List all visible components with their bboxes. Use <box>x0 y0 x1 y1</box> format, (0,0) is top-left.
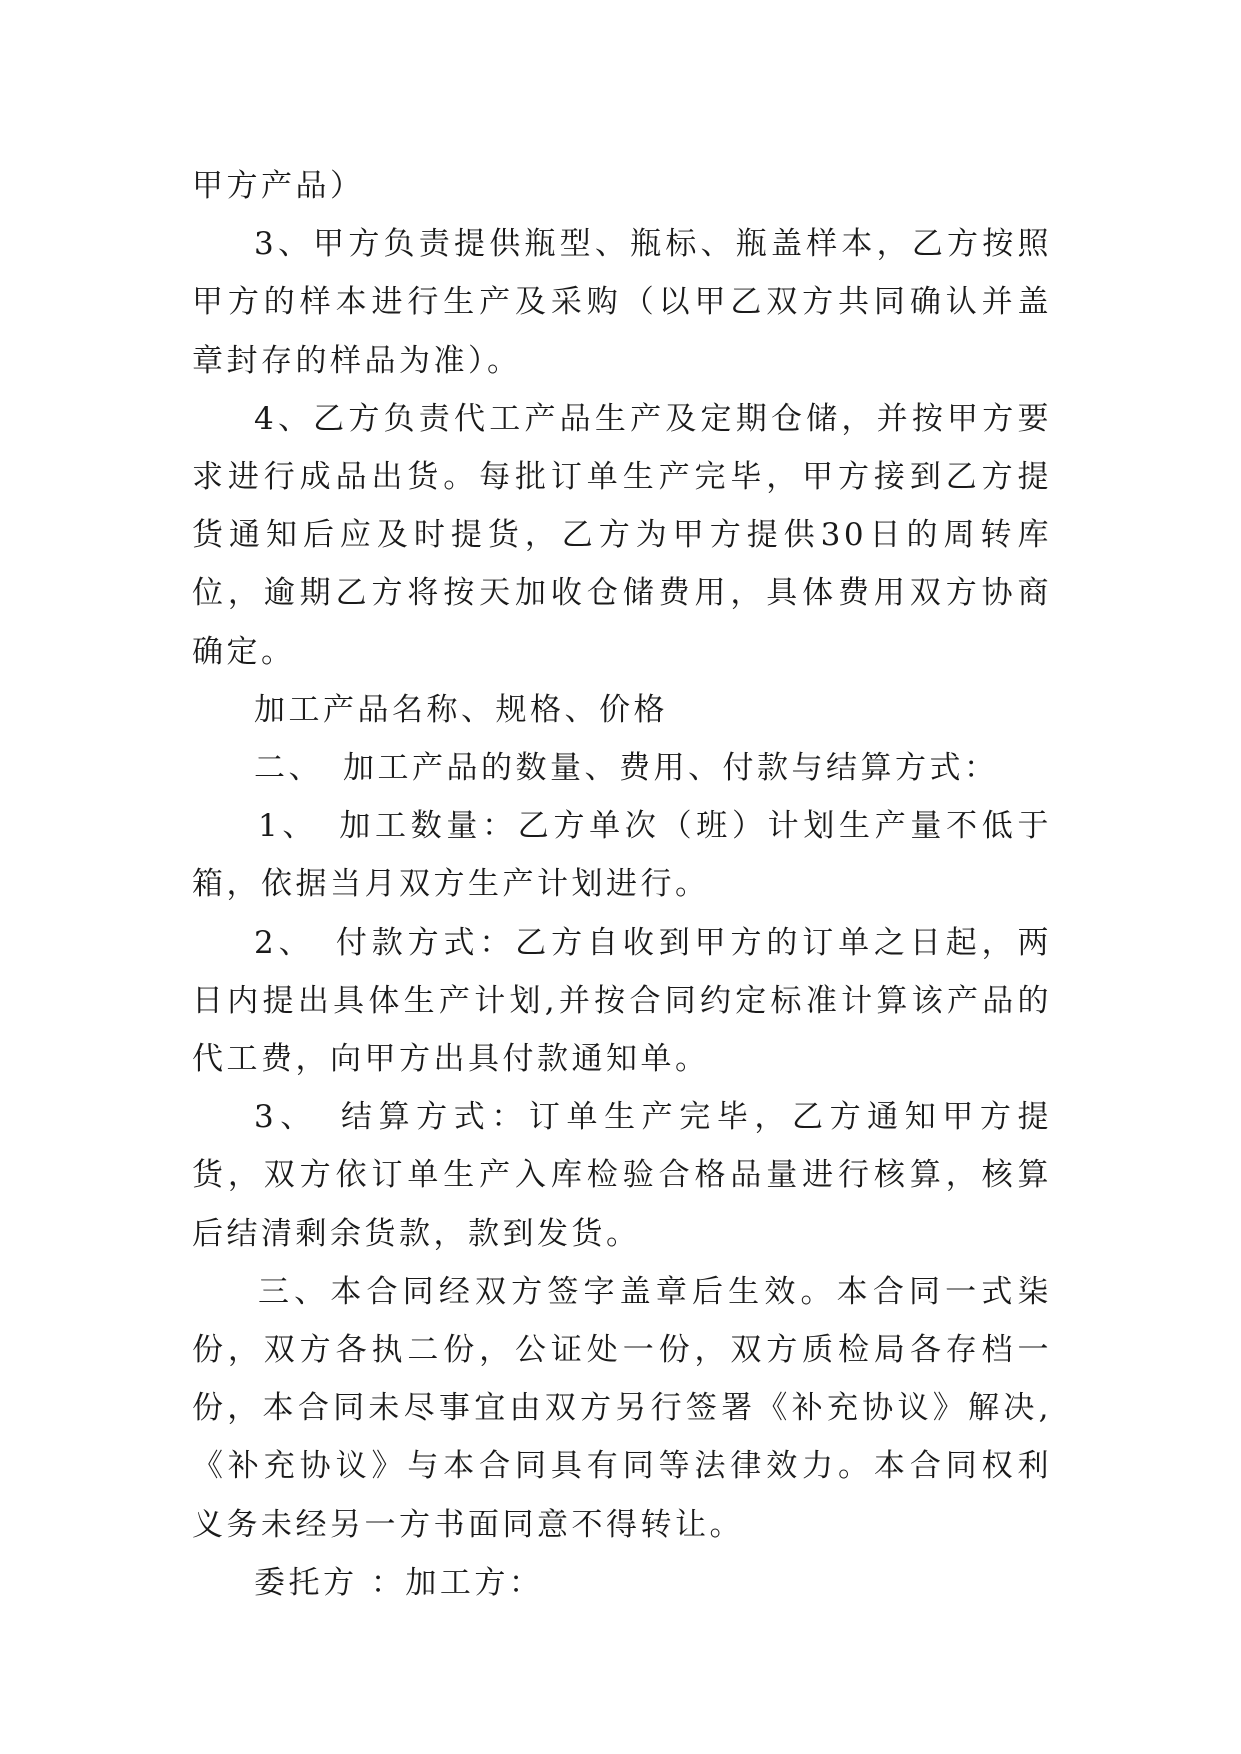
paragraph-text: 甲方产品） <box>192 168 365 204</box>
paragraph-clause-3-samples <box>192 215 1052 390</box>
contract-body <box>192 157 1052 1612</box>
paragraph-text: 加工产品的数量、费用、付款与结算方式： <box>343 750 999 787</box>
paragraph-text: 加工产品名称、规格、价格 <box>254 691 668 728</box>
paragraph-text: 3、甲方负责提供瓶型、瓶标、瓶盖样本，乙方按照甲方的样本进行生产及采购（以甲乙双方共同确认并盖章封存的样品为准）。 <box>192 226 1052 379</box>
paragraph-section-2-heading <box>192 739 1052 797</box>
paragraph-clause-4-storage <box>192 390 1052 681</box>
section-number: 二、 <box>254 750 323 787</box>
paragraph-product-continuation <box>192 157 1052 215</box>
paragraph-section-3-effect <box>192 1263 1052 1554</box>
paragraph-text: 委托方 ：加工方： <box>254 1564 544 1601</box>
paragraph-text: 结算方式：订单生产完毕，乙方通知甲方提货，双方依订单生产入库检验合格品量进行核算，核算后结清剩余货款，款到发货。 <box>192 1099 1053 1252</box>
paragraph-item-2-payment <box>192 914 1052 1089</box>
paragraph-text: 4、乙方负责代工产品生产及定期仓储，并按甲方要求进行成品出货。每批订单生产完毕，甲方接到乙方提货通知后应及时提货，乙方为甲方提供30日的周转库位，逾期乙方将按天加收仓储费用，具体费用双方协商确定。 <box>192 400 1052 670</box>
paragraph-text: 付款方式：乙方自收到甲方的订单之日起，两日内提出具体生产计划,并按合同约定标准计算该产品的代工费，向甲方出具付款通知单。 <box>192 924 1052 1078</box>
paragraph-text: 三、本合同经双方签字盖章后生效。本合同一式柒份，双方各执二份，公证处一份，双方质检局各存档一份，本合同未尽事宜由双方另行签署《补充协议》解决,《补充协议》与本合同具有同等法律效力。本合同权利义务未经另一方书面同意不得转让。 <box>192 1273 1052 1543</box>
paragraph-item-1-quantity <box>192 797 1052 913</box>
paragraph-product-spec-heading <box>192 681 1052 739</box>
paragraph-signature-line <box>192 1554 1052 1612</box>
item-number: 3、 <box>254 1099 318 1136</box>
item-number: 1、 <box>258 808 319 845</box>
paragraph-item-3-settlement <box>192 1088 1052 1263</box>
item-number: 2、 <box>254 924 315 961</box>
paragraph-text: 加工数量：乙方单次（班）计划生产量不低于箱，依据当月双方生产计划进行。 <box>192 808 1053 903</box>
